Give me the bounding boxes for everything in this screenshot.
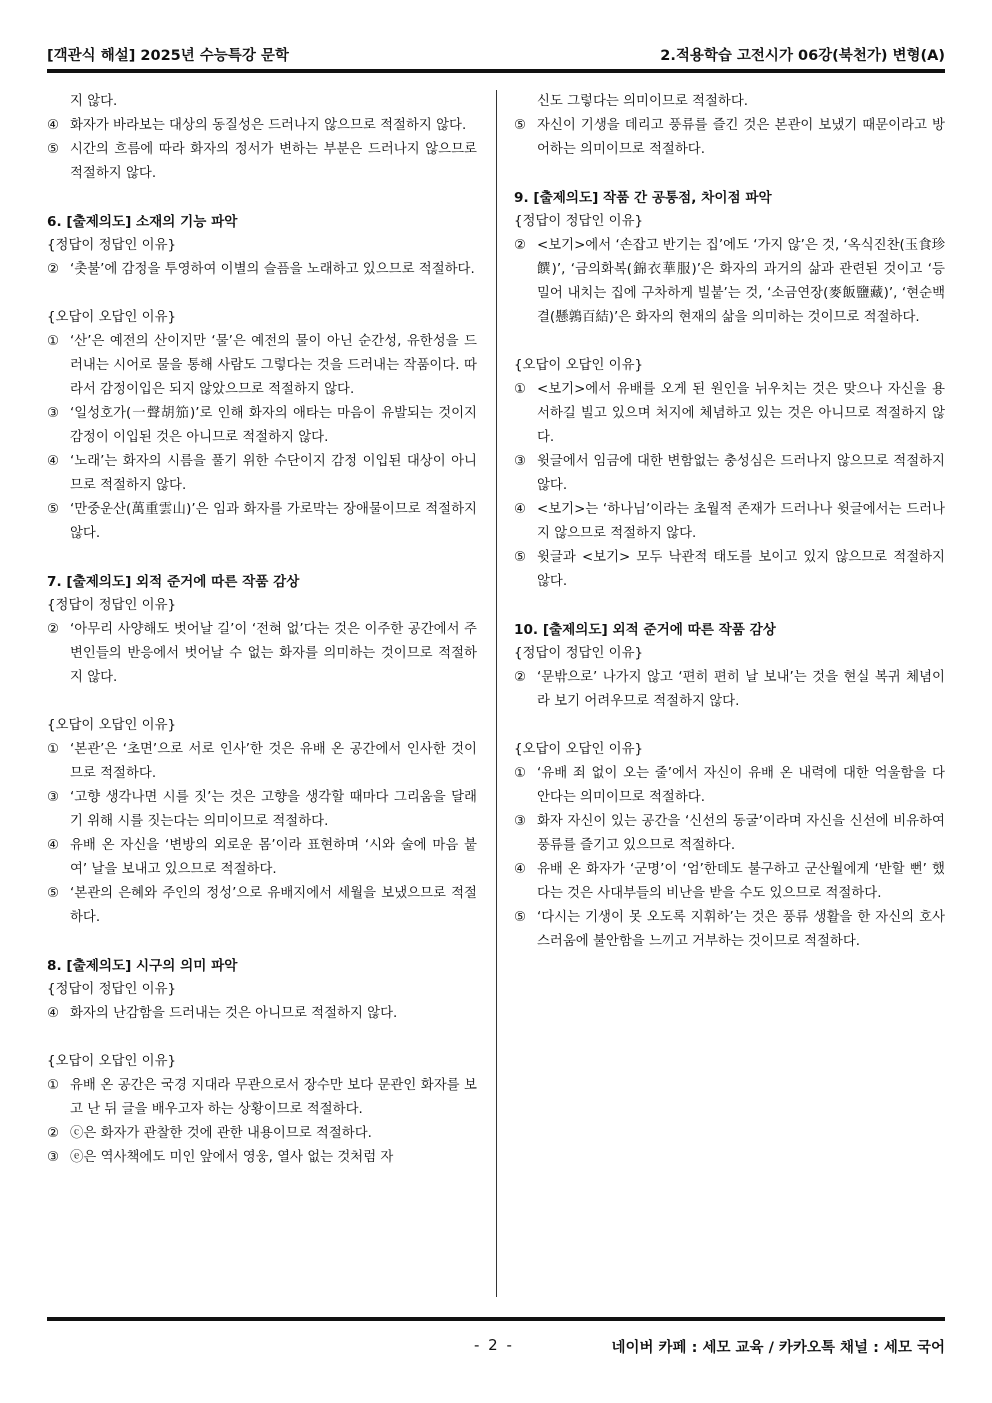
choice-number: ③ (514, 454, 527, 469)
answer-subheading: {정답이 정답인 이유} (514, 214, 644, 229)
choice-text: ‘노래’는 화자의 시름을 풀기 위한 수단이지 감정 이입된 대상이 아니므로 적절하지 않다. (70, 454, 477, 493)
choice-number: ⑤ (47, 142, 60, 157)
spacer (47, 930, 477, 954)
choice-text: 윗글에서 임금에 대한 변함없는 충성심은 드러나지 않으므로 적절하지 않다. (537, 454, 945, 493)
choice-number: ⑤ (47, 502, 60, 517)
answer-subheading: {오답이 오답인 이유} (47, 718, 177, 733)
choice-number: ⑤ (47, 886, 60, 901)
answer-subheading: {오답이 오답인 이유} (514, 358, 644, 373)
choice-explanation (514, 378, 945, 450)
choice-text: ⓒ은 화자가 관찰한 것에 관한 내용이므로 적절하다. (70, 1126, 372, 1141)
choice-number: ④ (514, 862, 527, 877)
choice-number: ④ (47, 838, 60, 853)
choice-explanation (514, 762, 945, 810)
page-header (47, 42, 945, 72)
choice-text: <보기>에서 유배를 오게 된 원인을 뉘우치는 것은 맞으나 자신을 용서하길 빌고 있으며 처지에 체념하고 있는 것은 아니므로 적절하지 않다. (537, 382, 945, 445)
choice-text: ‘유배 죄 없이 오는 줄’에서 자신이 유배 온 내력에 대한 억울함을 다 안다는 의미이므로 적절하다. (537, 766, 945, 805)
choice-explanation (514, 450, 945, 498)
choice-explanation (47, 882, 477, 930)
choice-text: 시간의 흐름에 따라 화자의 정서가 변하는 부분은 드러나지 않으므로 적절하지 않다. (70, 142, 477, 181)
choice-explanation (514, 906, 945, 954)
question-heading: 8. [출제의도] 시구의 의미 파악 (47, 958, 238, 974)
choice-text: <보기>는 ‘하나님’이라는 초월적 존재가 드러나나 윗글에서는 드러나지 않으므로 적절하지 않다. (537, 502, 945, 541)
choice-explanation (47, 1122, 477, 1146)
choice-explanation (514, 234, 945, 330)
choice-text: 윗글과 <보기> 모두 낙관적 태도를 보이고 있지 않으므로 적절하지 않다. (537, 550, 945, 589)
right-column (514, 90, 945, 954)
header-title: [객관식 해설] 2025년 수능특강 문학 (47, 48, 289, 64)
spacer (47, 1026, 477, 1050)
answer-subheading: {정답이 정답인 이유} (514, 646, 644, 661)
continued-text: 신도 그렇다는 의미이므로 적절하다. (537, 94, 749, 109)
choice-explanation (47, 402, 477, 450)
choice-explanation (47, 1002, 477, 1026)
choice-text: 화자의 난감함을 드러내는 것은 아니므로 적절하지 않다. (70, 1006, 398, 1021)
choice-number: ④ (514, 502, 527, 517)
choice-number: ① (514, 382, 527, 397)
choice-number: ① (47, 1078, 60, 1093)
answer-subheading: {정답이 정답인 이유} (47, 982, 177, 997)
spacer (47, 690, 477, 714)
spacer (514, 330, 945, 354)
choice-text: ‘촛불’에 감정을 투영하여 이별의 슬픔을 노래하고 있으므로 적절하다. (70, 262, 475, 277)
choice-text: ‘다시는 기생이 못 오도록 지휘하’는 것은 풍류 생활을 한 자신의 호사스러움에 불안함을 느끼고 거부하는 것이므로 적절하다. (537, 910, 945, 949)
choice-text: ‘고향 생각나면 시를 짓’는 것은 고향을 생각할 때마다 그리움을 달래기 위해 시를 짓는다는 의미이므로 적절하다. (70, 790, 477, 829)
choice-explanation (47, 450, 477, 498)
choice-number: ② (47, 622, 60, 637)
choice-text: 화자 자신이 있는 공간을 ‘신선의 동굴’이라며 자신을 신선에 비유하여 풍류를 즐기고 있으므로 적절하다. (537, 814, 945, 853)
spacer (47, 282, 477, 306)
choice-number: ① (47, 334, 60, 349)
choice-number: ② (514, 670, 527, 685)
choice-text: 유배 온 화자가 ‘군명’이 ‘엄’한데도 불구하고 군산월에게 ‘반할 뻔’ 했다는 것은 사대부들의 비난을 받을 수도 있으므로 적절하다. (537, 862, 945, 901)
choice-text: ‘일성호가(一聲胡笳)’로 인해 화자의 애타는 마음이 유발되는 것이지 감정이 이입된 것은 아니므로 적절하지 않다. (70, 406, 477, 445)
choice-number: ③ (47, 406, 60, 421)
header-rule (47, 69, 945, 73)
choice-explanation (47, 738, 477, 786)
question-heading: 6. [출제의도] 소재의 기능 파악 (47, 214, 238, 230)
choice-explanation (514, 546, 945, 594)
choice-text: <보기>에서 ‘손잡고 반기는 집’에도 ‘가지 않’은 것, ‘옥식진찬(玉食珍饌)’, ‘금의화복(錦衣華服)’은 화자의 과거의 삶과 관련된 것이고 ‘등 밀어 내치는 집에 구차하게 빌붙’는 것, ‘소금연장(麥飯鹽藏)’, ‘현순백결(懸鶉百結)’은 화자의 현재의 삶을 의미하는 것이므로 적절하다. (537, 238, 945, 325)
choice-text: ‘산’은 예전의 산이지만 ‘물’은 예전의 물이 아닌 순간성, 유한성을 드러내는 시어로 물을 통해 사람도 그렇다는 것을 드러내는 작품이다. 따라서 감정이입은 되지 않았으므로 적절하지 않다. (70, 334, 477, 397)
footer-rule (47, 1317, 945, 1321)
choice-text: ⓔ은 역사책에도 미인 앞에서 영웅, 열사 없는 것처럼 자 (70, 1150, 394, 1165)
choice-explanation (47, 786, 477, 834)
question-heading: 9. [출제의도] 작품 간 공통점, 차이점 파악 (514, 190, 772, 206)
answer-subheading: {오답이 오답인 이유} (514, 742, 644, 757)
choice-text: ‘본관’은 ‘초면’으로 서로 인사’한 것은 유배 온 공간에서 인사한 것이므로 적절하다. (70, 742, 477, 781)
choice-explanation (514, 666, 945, 714)
choice-explanation (514, 498, 945, 546)
choice-text: 자신이 기생을 데리고 풍류를 즐긴 것은 본관이 보냈기 때문이라고 방어하는 의미이므로 적절하다. (537, 118, 945, 157)
choice-number: ① (47, 742, 60, 757)
choice-text: 화자가 바라보는 대상의 동질성은 드러나지 않으므로 적절하지 않다. (70, 118, 467, 133)
choice-explanation (514, 810, 945, 858)
choice-text: ‘만중운산(萬重雲山)’은 임과 화자를 가로막는 장애물이므로 적절하지 않다. (70, 502, 477, 541)
choice-explanation (47, 498, 477, 546)
spacer (47, 186, 477, 210)
choice-explanation (47, 114, 477, 138)
choice-number: ⑤ (514, 910, 527, 925)
page-number: - 2 - (474, 1336, 514, 1354)
choice-explanation (47, 138, 477, 186)
choice-explanation (47, 618, 477, 690)
choice-explanation (47, 330, 477, 402)
choice-number: ⑤ (514, 118, 527, 133)
spacer (47, 546, 477, 570)
answer-subheading: {정답이 정답인 이유} (47, 238, 177, 253)
choice-text: ‘문밖으로’ 나가지 않고 ‘편히 편히 날 보내’는 것을 현실 복귀 체념이라 보기 어려우므로 적절하지 않다. (537, 670, 945, 709)
spacer (514, 594, 945, 618)
choice-text: 유배 온 자신을 ‘변방의 외로운 몸’이라 표현하며 ‘시와 술에 마음 붙여’ 날을 보내고 있으므로 적절하다. (70, 838, 477, 877)
choice-number: ④ (47, 118, 60, 133)
choice-number: ③ (514, 814, 527, 829)
choice-explanation (47, 834, 477, 882)
choice-text: ‘아무리 사양해도 벗어날 길’이 ‘전혀 없’다는 것은 이주한 공간에서 주변인들의 반응에서 벗어날 수 없는 화자를 의미하는 것이므로 적절하지 않다. (70, 622, 477, 685)
question-heading: 7. [출제의도] 외적 준거에 따른 작품 감상 (47, 574, 300, 590)
answer-subheading: {오답이 오답인 이유} (47, 1054, 177, 1069)
choice-explanation (514, 858, 945, 906)
choice-text: 유배 온 공간은 국경 지대라 무관으로서 장수만 보다 문관인 화자를 보고 난 뒤 글을 배우고자 하는 상황이므로 적절하다. (70, 1078, 477, 1117)
continued-text: 지 않다. (70, 94, 118, 109)
left-column (47, 90, 477, 1170)
answer-subheading: {정답이 정답인 이유} (47, 598, 177, 613)
header-unit: 2.적용학습 고전시가 06강(북천가) 변형(A) (660, 48, 945, 64)
spacer (514, 714, 945, 738)
choice-explanation (47, 258, 477, 282)
choice-number: ① (514, 766, 527, 781)
column-divider (496, 90, 497, 1297)
choice-number: ⑤ (514, 550, 527, 565)
spacer (514, 162, 945, 186)
choice-explanation (47, 1074, 477, 1122)
choice-number: ④ (47, 454, 60, 469)
answer-subheading: {오답이 오답인 이유} (47, 310, 177, 325)
choice-number: ③ (47, 790, 60, 805)
choice-explanation (47, 1146, 477, 1170)
choice-number: ② (47, 262, 60, 277)
choice-explanation (514, 114, 945, 162)
question-heading: 10. [출제의도] 외적 준거에 따른 작품 감상 (514, 622, 776, 638)
footer-channel-info: 네이버 카페 : 세모 교육 / 카카오톡 채널 : 세모 국어 (611, 1340, 945, 1356)
choice-number: ④ (47, 1006, 60, 1021)
choice-number: ② (47, 1126, 60, 1141)
choice-number: ② (514, 238, 527, 253)
choice-number: ③ (47, 1150, 60, 1165)
choice-text: ‘본관의 은혜와 주인의 정성’으로 유배지에서 세월을 보냈으므로 적절하다. (70, 886, 477, 925)
